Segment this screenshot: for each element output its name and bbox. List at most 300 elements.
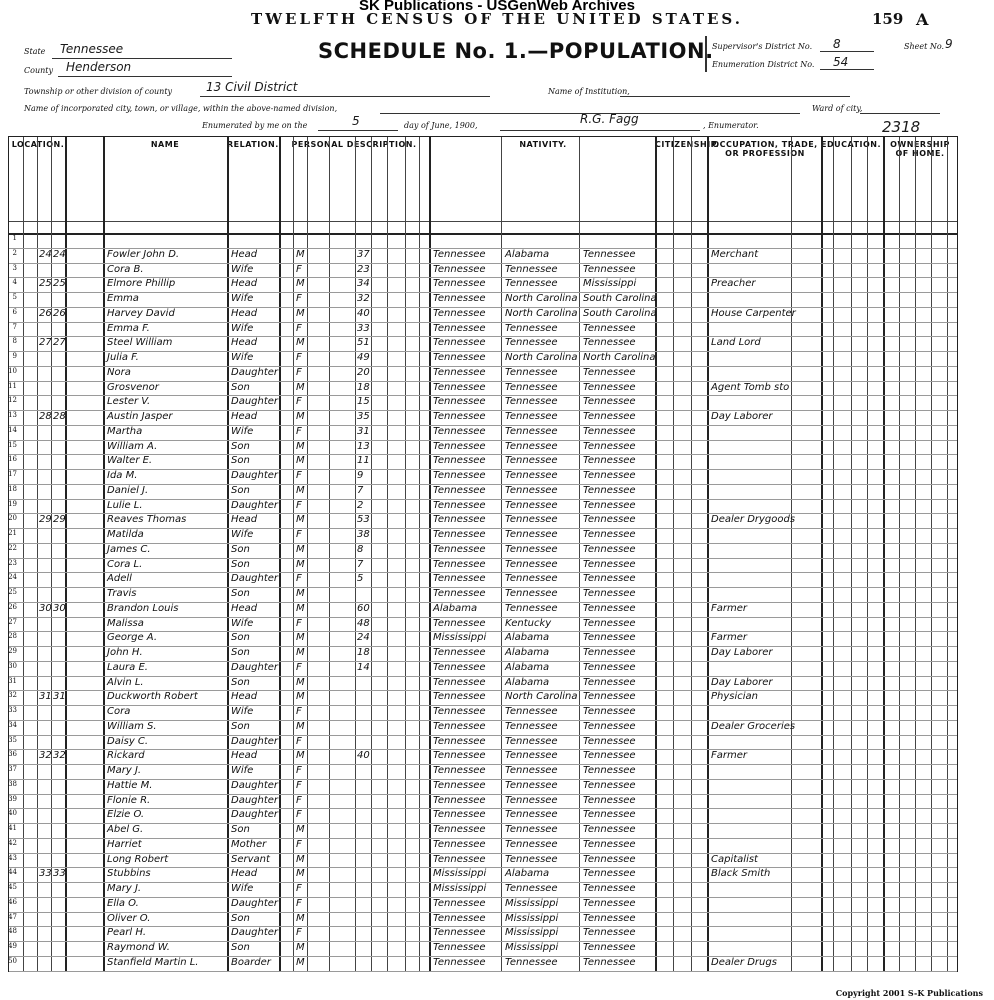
occupation: Black Smith [711, 868, 771, 880]
birthplace: Mississippi [433, 632, 487, 644]
person-sex: M [296, 337, 305, 349]
person-sex: M [296, 278, 305, 290]
person-name: Nora [107, 366, 131, 378]
person-name: Flonie R. [107, 794, 151, 806]
mother-birthplace: Tennessee [583, 573, 636, 585]
person-sex: M [296, 868, 305, 880]
census-title: TWELFTH CENSUS OF THE UNITED STATES. [251, 10, 743, 28]
mother-birthplace: Tennessee [583, 470, 636, 481]
person-relation: Head [231, 868, 258, 880]
person-sex: F [296, 809, 302, 821]
person-sex: M [296, 647, 305, 658]
person-relation: Daughter [231, 735, 279, 747]
person-relation: Servant [231, 853, 270, 865]
father-birthplace: Tennessee [505, 543, 558, 555]
mother-birthplace: Tennessee [583, 779, 636, 791]
person-sex: M [296, 942, 305, 953]
family-number: 25 [53, 278, 66, 290]
person-name: Lulie L. [107, 499, 143, 511]
mother-birthplace: Tennessee [583, 543, 636, 555]
institution-label: Name of Institution, [548, 87, 630, 96]
birthplace: Tennessee [433, 307, 486, 319]
person-name: Malissa [107, 617, 144, 629]
person-name: Adell [107, 573, 132, 585]
person-name: Abel G. [107, 824, 144, 835]
supervisor-label: Supervisor's District No. [712, 42, 813, 51]
copyright: Copyright 2001 S-K Publications [833, 988, 986, 998]
person-relation: Son [231, 381, 250, 393]
birthplace: Tennessee [433, 691, 486, 703]
person-name: Fowler John D. [107, 248, 180, 260]
group-occupation: OCCUPATION, TRADE, OR PROFESSION [712, 140, 818, 158]
person-age: 24 [357, 632, 370, 644]
person-relation: Mother [231, 838, 267, 850]
birthplace: Tennessee [433, 779, 486, 791]
person-sex: M [296, 853, 305, 865]
occupation: Farmer [711, 750, 747, 762]
person-age: 53 [357, 514, 370, 526]
mother-birthplace: Tennessee [583, 853, 636, 865]
birthplace: Tennessee [433, 440, 486, 452]
person-name: Grosvenor [107, 381, 159, 393]
group-personal: PERSONAL DESCRIPTION. [291, 140, 417, 149]
person-sex: F [296, 735, 302, 747]
person-age: 5 [357, 573, 364, 585]
person-relation: Head [231, 750, 258, 762]
father-birthplace: Tennessee [505, 484, 558, 496]
row-number: 10 [8, 366, 17, 375]
table-header [9, 137, 957, 235]
row-number: 8 [12, 337, 17, 346]
birthplace: Tennessee [433, 352, 486, 363]
family-number: 30 [53, 602, 66, 614]
birthplace: Tennessee [433, 765, 486, 776]
birthplace: Tennessee [433, 735, 486, 747]
row-number: 41 [8, 824, 17, 832]
birthplace: Tennessee [433, 366, 486, 378]
person-relation: Wife [231, 293, 254, 304]
dwelling-number: 27 [39, 337, 52, 349]
mother-birthplace: Tennessee [583, 322, 636, 334]
mother-birthplace: Tennessee [583, 838, 636, 850]
township-value: 13 Civil District [206, 80, 298, 94]
birthplace: Tennessee [433, 322, 486, 334]
incorporated-label: Name of incorporated city, town, or village, within the above-named division, [24, 104, 338, 113]
birthplace: Tennessee [433, 396, 486, 408]
person-age: 35 [357, 411, 370, 422]
ward-label: Ward of city, [812, 104, 863, 113]
birthplace: Tennessee [433, 278, 486, 290]
person-name: Lester V. [107, 396, 151, 408]
person-name: Martha [107, 425, 143, 437]
father-birthplace: Tennessee [505, 337, 558, 349]
birthplace: Mississippi [433, 868, 487, 880]
person-name: George A. [107, 632, 158, 644]
person-age: 48 [357, 617, 370, 629]
person-age: 34 [357, 278, 370, 290]
row-number: 11 [8, 381, 17, 390]
birthplace: Tennessee [433, 381, 486, 393]
birthplace: Tennessee [433, 499, 486, 511]
person-name: Steel William [107, 337, 173, 349]
birthplace: Tennessee [433, 470, 486, 481]
person-relation: Daughter [231, 470, 279, 481]
birthplace: Tennessee [433, 263, 486, 275]
occupation: Dealer Drugs [711, 956, 777, 968]
person-name: Stubbins [107, 868, 151, 880]
father-birthplace: North Carolina [505, 293, 578, 304]
mother-birthplace: Tennessee [583, 765, 636, 776]
person-age: 20 [357, 366, 370, 378]
family-number: 32 [53, 750, 66, 762]
township-label: Township or other division of county [24, 87, 173, 96]
father-birthplace: Mississippi [505, 912, 559, 924]
person-relation: Daughter [231, 396, 279, 408]
person-sex: M [296, 307, 305, 319]
sheet-label: Sheet No. [904, 42, 945, 51]
birthplace: Tennessee [433, 809, 486, 821]
person-name: Emma F. [107, 322, 150, 334]
person-relation: Daughter [231, 779, 279, 791]
row-number: 49 [8, 942, 17, 950]
family-number: 33 [53, 868, 66, 880]
person-age: 7 [357, 484, 364, 496]
mother-birthplace: Tennessee [583, 499, 636, 511]
father-birthplace: Tennessee [505, 514, 558, 526]
occupation: Day Laborer [711, 411, 773, 422]
person-name: Cora L. [107, 558, 143, 570]
person-relation: Daughter [231, 794, 279, 806]
person-relation: Head [231, 514, 258, 526]
father-birthplace: Tennessee [505, 838, 558, 850]
occupation: Agent Tomb sto [711, 381, 790, 393]
person-sex: F [296, 779, 302, 791]
family-number: 28 [53, 411, 66, 422]
occupation: Farmer [711, 632, 747, 644]
father-birthplace: Alabama [505, 676, 550, 688]
row-number: 42 [8, 838, 17, 847]
county-value: Henderson [66, 60, 132, 74]
group-education: EDUCATION. [821, 140, 882, 149]
father-birthplace: Tennessee [505, 411, 558, 422]
birthplace: Tennessee [433, 484, 486, 496]
person-age: 49 [357, 352, 370, 363]
person-name: Ella O. [107, 897, 139, 909]
person-relation: Head [231, 602, 258, 614]
person-sex: F [296, 352, 302, 363]
mother-birthplace: Tennessee [583, 425, 636, 437]
person-sex: F [296, 396, 302, 408]
person-name: Walter E. [107, 455, 153, 467]
row-number: 17 [8, 470, 17, 478]
person-relation: Daughter [231, 809, 279, 821]
row-number: 32 [8, 691, 17, 700]
father-birthplace: Tennessee [505, 706, 558, 717]
person-relation: Wife [231, 765, 254, 776]
mother-birthplace: Tennessee [583, 366, 636, 378]
dwelling-number: 29 [39, 514, 52, 526]
person-age: 13 [357, 440, 370, 452]
person-relation: Son [231, 676, 250, 688]
enumerator-name: R.G. Fagg [580, 112, 639, 126]
row-number: 1 [12, 234, 17, 242]
person-name: Harriet [107, 838, 142, 850]
state-value: Tennessee [60, 42, 124, 56]
person-sex: M [296, 588, 305, 599]
enumerator-label: , Enumerator. [703, 121, 759, 130]
row-number: 5 [12, 293, 17, 301]
person-relation: Wife [231, 425, 254, 437]
person-sex: F [296, 529, 302, 540]
father-birthplace: Tennessee [505, 573, 558, 585]
person-sex: M [296, 455, 305, 467]
person-name: William A. [107, 440, 158, 452]
person-sex: F [296, 366, 302, 378]
father-birthplace: Tennessee [505, 499, 558, 511]
row-number: 19 [8, 499, 17, 508]
county-label: County [24, 66, 53, 75]
mother-birthplace: Tennessee [583, 661, 636, 673]
person-relation: Wife [231, 352, 254, 363]
person-sex: F [296, 794, 302, 806]
father-birthplace: Alabama [505, 632, 550, 644]
person-age: 33 [357, 322, 370, 334]
dwelling-number: 28 [39, 411, 52, 422]
father-birthplace: Tennessee [505, 824, 558, 835]
person-name: Travis [107, 588, 137, 599]
person-sex: F [296, 897, 302, 909]
person-relation: Wife [231, 883, 254, 894]
supervisor-value: 8 [833, 37, 841, 51]
person-sex: M [296, 248, 305, 260]
mother-birthplace: Tennessee [583, 617, 636, 629]
mother-birthplace: Tennessee [583, 735, 636, 747]
person-name: Laura E. [107, 661, 148, 673]
father-birthplace: Tennessee [505, 425, 558, 437]
person-age: 32 [357, 293, 370, 304]
person-sex: F [296, 765, 302, 776]
enumeration-value: 54 [833, 55, 849, 69]
person-age: 31 [357, 425, 370, 437]
mother-birthplace: Tennessee [583, 337, 636, 349]
dwelling-number: 24 [39, 248, 52, 260]
row-number: 44 [8, 868, 17, 877]
birthplace: Tennessee [433, 293, 486, 304]
schedule-title: SCHEDULE No. 1.—POPULATION. [318, 39, 714, 63]
row-number: 23 [8, 558, 17, 567]
father-birthplace: Tennessee [505, 765, 558, 776]
row-number: 13 [8, 411, 17, 419]
mother-birthplace: Tennessee [583, 440, 636, 452]
population-table [8, 136, 958, 972]
person-sex: F [296, 425, 302, 437]
person-sex: F [296, 263, 302, 275]
person-relation: Boarder [231, 956, 271, 968]
person-sex: F [296, 883, 302, 894]
dwelling-number: 26 [39, 307, 52, 319]
row-number: 29 [8, 647, 17, 655]
mother-birthplace: Tennessee [583, 897, 636, 909]
person-name: Rickard [107, 750, 145, 762]
birthplace: Tennessee [433, 956, 486, 968]
group-ownership: OWNERSHIP OF HOME. [890, 140, 950, 158]
row-number: 45 [8, 883, 17, 891]
group-location: LOCATION. [11, 140, 65, 149]
birthplace: Alabama [433, 602, 478, 614]
person-name: Austin Jasper [107, 411, 173, 422]
mother-birthplace: North Carolina [583, 352, 656, 363]
family-number: 24 [53, 248, 66, 260]
person-name: Ida M. [107, 470, 138, 481]
birthplace: Tennessee [433, 573, 486, 585]
mother-birthplace: Tennessee [583, 529, 636, 540]
birthplace: Tennessee [433, 337, 486, 349]
row-number: 34 [8, 720, 17, 729]
row-number: 20 [8, 514, 17, 523]
group-name: NAME [150, 140, 180, 149]
person-sex: M [296, 632, 305, 644]
person-sex: M [296, 558, 305, 570]
father-birthplace: North Carolina [505, 352, 578, 363]
occupation: Preacher [711, 278, 756, 290]
row-number: 46 [8, 897, 17, 906]
dwelling-number: 25 [39, 278, 52, 290]
person-sex: F [296, 293, 302, 304]
person-relation: Son [231, 484, 250, 496]
occupation: Land Lord [711, 337, 761, 349]
father-birthplace: Tennessee [505, 588, 558, 599]
father-birthplace: Kentucky [505, 617, 552, 629]
father-birthplace: Tennessee [505, 470, 558, 481]
mother-birthplace: Tennessee [583, 396, 636, 408]
person-relation: Son [231, 455, 250, 467]
mother-birthplace: Tennessee [583, 484, 636, 496]
person-sex: M [296, 750, 305, 762]
person-age: 37 [357, 248, 370, 260]
father-birthplace: Tennessee [505, 455, 558, 467]
family-number: 27 [53, 337, 66, 349]
margin-note: 2318 [882, 118, 921, 136]
father-birthplace: Tennessee [505, 322, 558, 334]
family-number: 29 [53, 514, 66, 526]
person-name: Matilda [107, 529, 144, 540]
person-relation: Son [231, 647, 250, 658]
mother-birthplace: Tennessee [583, 750, 636, 762]
row-number: 30 [8, 661, 17, 670]
person-age: 15 [357, 396, 370, 408]
occupation: Dealer Drygoods [711, 514, 796, 526]
birthplace: Tennessee [433, 942, 486, 953]
father-birthplace: Tennessee [505, 558, 558, 570]
birthplace: Tennessee [433, 588, 486, 599]
birthplace: Tennessee [433, 661, 486, 673]
row-number: 4 [12, 278, 17, 287]
person-relation: Head [231, 307, 258, 319]
mother-birthplace: Tennessee [583, 514, 636, 526]
row-number: 21 [8, 529, 17, 537]
father-birthplace: Tennessee [505, 602, 558, 614]
mother-birthplace: Tennessee [583, 381, 636, 393]
father-birthplace: Tennessee [505, 529, 558, 540]
person-age: 38 [357, 529, 370, 540]
row-number: 50 [8, 956, 17, 965]
person-sex: M [296, 484, 305, 496]
mother-birthplace: Tennessee [583, 263, 636, 275]
person-sex: F [296, 499, 302, 511]
day-of-label: day of June, 1900, [404, 121, 478, 130]
person-sex: M [296, 912, 305, 924]
row-number: 3 [12, 263, 17, 272]
person-sex: M [296, 602, 305, 614]
family-number: 31 [53, 691, 66, 703]
person-name: Daisy C. [107, 735, 149, 747]
enumerated-day: 5 [352, 114, 360, 128]
row-number: 43 [8, 853, 17, 862]
row-number: 35 [8, 735, 17, 744]
person-relation: Daughter [231, 661, 279, 673]
row-number: 37 [8, 765, 17, 773]
person-name: Mary J. [107, 883, 142, 894]
birthplace: Tennessee [433, 853, 486, 865]
page-letter: A [916, 10, 929, 29]
occupation: Dealer Groceries [711, 720, 796, 732]
birthplace: Tennessee [433, 558, 486, 570]
person-name: Elmore Phillip [107, 278, 176, 290]
birthplace: Tennessee [433, 617, 486, 629]
person-name: Cora B. [107, 263, 144, 275]
person-relation: Wife [231, 529, 254, 540]
father-birthplace: Tennessee [505, 809, 558, 821]
mother-birthplace: South Carolina [583, 307, 657, 319]
mother-birthplace: Tennessee [583, 706, 636, 717]
mother-birthplace: Tennessee [583, 868, 636, 880]
person-age: 18 [357, 381, 370, 393]
row-number: 24 [8, 573, 17, 582]
mother-birthplace: Tennessee [583, 927, 636, 939]
father-birthplace: Alabama [505, 661, 550, 673]
father-birthplace: Tennessee [505, 750, 558, 762]
dwelling-number: 31 [39, 691, 52, 703]
person-name: Alvin L. [107, 676, 144, 688]
father-birthplace: Tennessee [505, 794, 558, 806]
row-number: 31 [8, 676, 17, 685]
occupation: Farmer [711, 602, 747, 614]
mother-birthplace: Tennessee [583, 720, 636, 732]
person-relation: Son [231, 720, 250, 732]
person-sex: M [296, 381, 305, 393]
person-relation: Son [231, 440, 250, 452]
row-number: 36 [8, 750, 17, 759]
person-relation: Son [231, 912, 250, 924]
father-birthplace: Mississippi [505, 897, 559, 909]
row-number: 39 [8, 794, 17, 803]
person-relation: Head [231, 248, 258, 260]
row-number: 15 [8, 440, 17, 449]
father-birthplace: Tennessee [505, 381, 558, 393]
birthplace: Tennessee [433, 750, 486, 762]
mother-birthplace: Tennessee [583, 676, 636, 688]
person-sex: F [296, 706, 302, 717]
mother-birthplace: Tennessee [583, 632, 636, 644]
row-number: 2 [12, 248, 17, 257]
occupation: House Carpenter [711, 307, 796, 319]
person-relation: Daughter [231, 897, 279, 909]
mother-birthplace: Tennessee [583, 602, 636, 614]
father-birthplace: Tennessee [505, 720, 558, 732]
person-age: 14 [357, 661, 370, 673]
person-name: Julia F. [107, 352, 139, 363]
birthplace: Tennessee [433, 411, 486, 422]
